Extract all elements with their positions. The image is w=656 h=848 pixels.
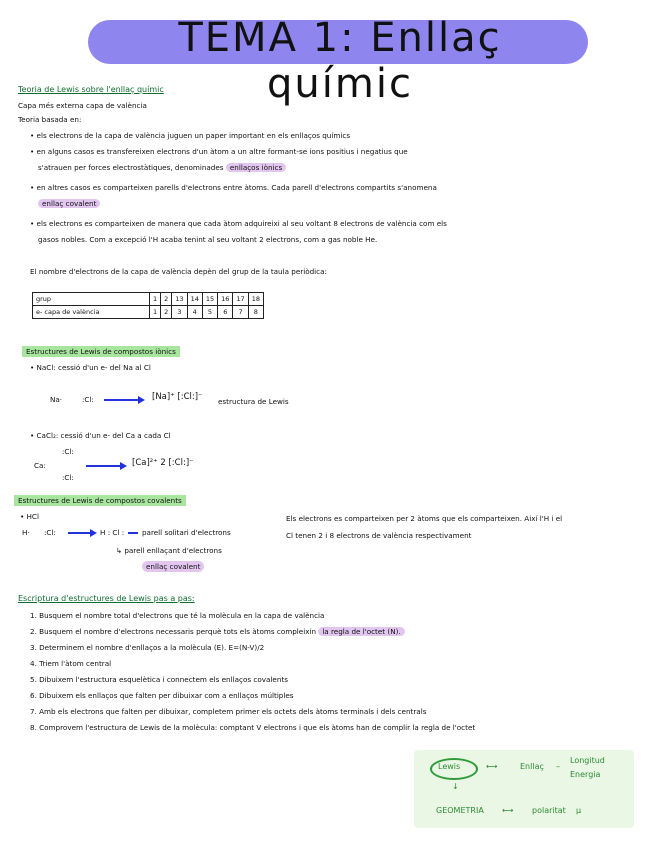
section-heading-ionic: Estructures de Lewis de compostos iònics — [22, 346, 180, 357]
concept-geometria: GEOMETRIA — [436, 806, 484, 815]
bullet-1: • els electrons de la capa de valència juguen un paper important en els enllaços químics — [30, 131, 351, 140]
concept-longitud: Longitud — [570, 756, 605, 765]
bullet-3: • en altres casos es comparteixen parells d'electrons entre àtoms. Cada parell d'electrons compartits s'anomena — [30, 183, 437, 192]
arrow-geometria-polaritat: ⟷ — [502, 806, 514, 815]
na-symbol: Na· — [50, 395, 63, 404]
lone-pair-arrow — [128, 532, 138, 534]
cl-bottom-symbol: :Cl: — [62, 473, 74, 482]
valence-shell-note: Capa més externa capa de valència — [18, 101, 147, 110]
octet-rule-highlight: la regla de l'octet (N). — [318, 627, 404, 636]
concept-polaritat: polaritat — [532, 806, 566, 815]
step-3: 3. Determinem el nombre d'enllaços a la molècula (E). E=(N-V)/2 — [30, 643, 265, 652]
covalent-bond-tag: enllaç covalent — [142, 561, 204, 572]
bullet-4-cont: gasos nobles. Com a excepció l'H acaba tenint al seu voltant 2 electrons, com a gas noble He. — [38, 235, 378, 244]
hcl-arrow-line — [68, 532, 90, 534]
cacl2-product: [Ca]²⁺ 2 [:Cl:]⁻ — [132, 458, 194, 468]
bullet-2: • en alguns casos es transfereixen electrons d'un àtom a un altre formant-se ions positius i negatius que — [30, 147, 408, 156]
step-8: 8. Comprovem l'estructura de Lewis de la molècula: comptant V electrons i que els àtoms han de complir la regla de l'octet — [30, 723, 476, 732]
step-7: 7. Amb els electrons que falten per dibuixar, completem primer els octets dels àtoms terminals i dels centrals — [30, 707, 427, 716]
hcl-arrowhead — [90, 529, 97, 537]
section-heading-covalent: Estructures de Lewis de compostos covalents — [14, 495, 186, 506]
cl-symbol: :Cl: — [82, 395, 94, 404]
concept-branch: – — [556, 762, 560, 771]
ca-symbol: Ca: — [34, 461, 46, 470]
shared-pair-label: ↳ parell enllaçant d'electrons — [116, 546, 222, 555]
step-4: 4. Triem l'àtom central — [30, 659, 112, 668]
nacl-arrowhead — [138, 396, 145, 404]
nacl-product: [Na]⁺ [:Cl:]⁻ — [152, 392, 203, 402]
arrow-down: ↓ — [452, 782, 459, 791]
lewis-structure-label: estructura de Lewis — [218, 397, 289, 406]
nacl-note: • NaCl: cessió d'un e- del Na al Cl — [30, 363, 151, 372]
lone-pair-label: parell solitari d'electrons — [142, 528, 231, 537]
step-6: 6. Dibuixem els enllaços que falten per dibuixar com a enllaços múltiples — [30, 691, 294, 700]
ionic-bond-highlight: enllaços iònics — [226, 163, 286, 172]
cacl2-note: • CaCl₂: cessió d'un e- del Ca a cada Cl — [30, 431, 171, 440]
concept-lewis: Lewis — [438, 762, 461, 771]
table-row: grup 1 2 13 14 15 16 17 18 — [33, 293, 264, 306]
page-title: TEMA 1: Enllaç químic — [178, 15, 502, 107]
h-symbol: H· — [22, 528, 30, 537]
nacl-arrow-line — [104, 399, 138, 401]
section-heading-lewis-theory: Teoria de Lewis sobre l'enllaç químic — [18, 85, 164, 94]
table-row: e- capa de valència 1 2 3 4 5 6 7 8 — [33, 306, 264, 319]
theory-based-on: Teoria basada en: — [18, 115, 82, 124]
covalent-note-2: Cl tenen 2 i 8 electrons de valència respectivament — [286, 531, 472, 540]
concept-energia: Energia — [570, 770, 601, 779]
hcl-label: • HCl — [20, 512, 39, 521]
valence-table — [32, 292, 264, 319]
step-5: 5. Dibuixem l'estructura esquelètica i connectem els enllaços covalents — [30, 675, 288, 684]
covalent-bond-highlight: enllaç covalent — [38, 198, 100, 209]
concept-mu: μ — [576, 806, 582, 815]
concept-enllac: Enllaç — [520, 762, 544, 771]
cacl2-arrowhead — [120, 462, 127, 470]
group-note: El nombre d'electrons de la capa de valència depèn del grup de la taula periòdica: — [30, 267, 327, 276]
bullet-4: • els electrons es comparteixen de manera que cada àtom adquireixi al seu voltant 8 electrons de valència com els — [30, 219, 447, 228]
step-2: 2. Busquem el nombre d'electrons necessaris perquè tots els àtoms compleixin la regla de l'octet (N). — [30, 626, 405, 637]
bullet-2-cont: s'atrauen per forces electrostàtiques, denominades enllaços iònics — [38, 162, 286, 173]
section-heading-steps: Escriptura d'estructures de Lewis pas a pas: — [18, 594, 195, 603]
covalent-note-1: Els electrons es comparteixen per 2 àtoms que els comparteixen. Així l'H i el — [286, 514, 563, 523]
cacl2-arrow-line — [86, 465, 120, 467]
arrow-lewis-enllac: ⟷ — [486, 762, 498, 771]
cl-symbol-covalent: :Cl: — [44, 528, 56, 537]
hcl-product: H : Cl : — [100, 528, 125, 537]
cl-top-symbol: :Cl: — [62, 447, 74, 456]
step-1: 1. Busquem el nombre total d'electrons que té la molècula en la capa de valència — [30, 611, 325, 620]
